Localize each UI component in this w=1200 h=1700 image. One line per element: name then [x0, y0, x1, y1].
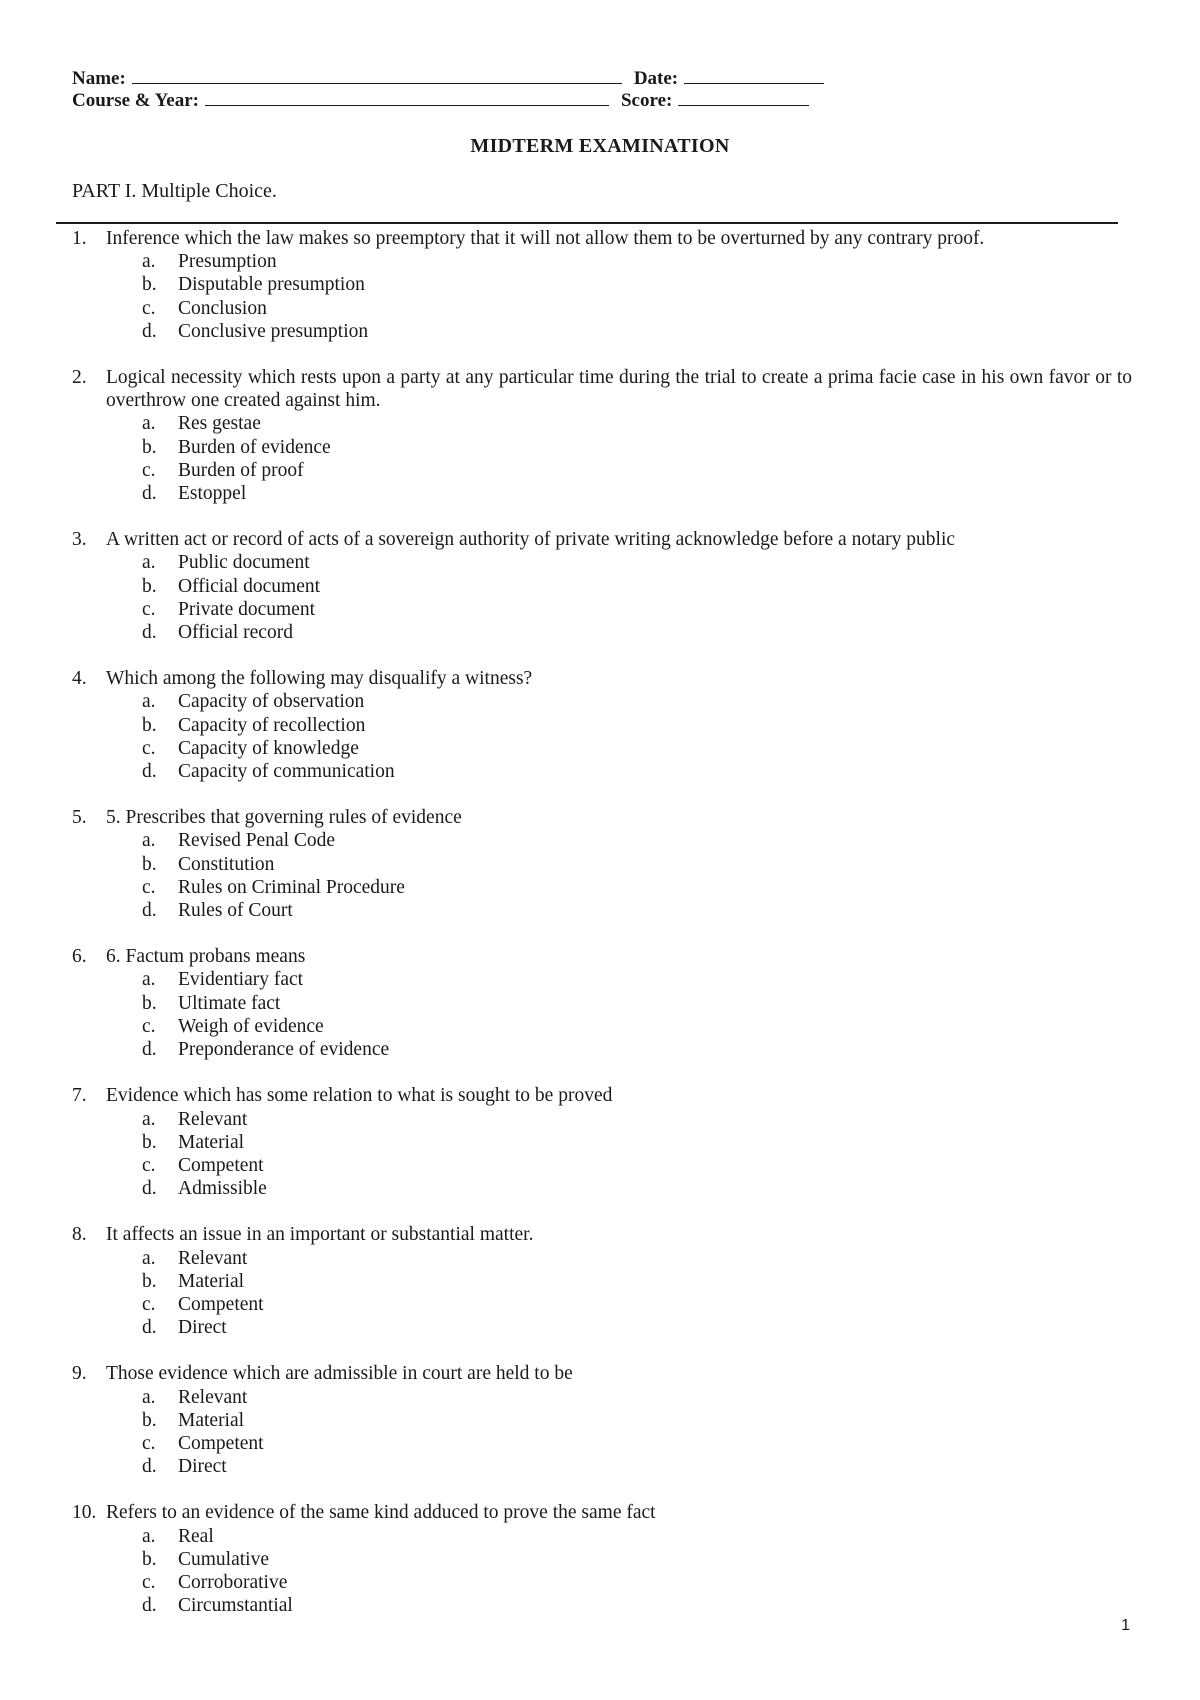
question-6 — [72, 945, 1132, 1061]
option-letter: b. — [142, 1409, 157, 1431]
option-letter: d. — [142, 483, 157, 505]
question-number: 1. — [72, 228, 87, 249]
option-text: Private document — [178, 598, 316, 620]
option-letter: d. — [142, 320, 157, 342]
answer-option — [72, 1038, 1132, 1061]
question-stem — [72, 1501, 1132, 1524]
option-text: Material — [178, 1131, 245, 1153]
question-number: 9. — [72, 1363, 87, 1385]
answer-option — [72, 876, 1132, 899]
option-letter: a. — [142, 1108, 156, 1130]
option-letter: c. — [142, 459, 156, 481]
question-text: 5. Prescribes that governing rules of evidence — [106, 807, 462, 829]
page-number: 1 — [1121, 1617, 1130, 1634]
question-4 — [72, 667, 1132, 783]
answer-option — [72, 1386, 1132, 1409]
question-3 — [72, 528, 1132, 644]
option-text: Circumstantial — [178, 1595, 293, 1617]
answer-option — [72, 1571, 1132, 1594]
answer-option — [72, 899, 1132, 922]
name-blank — [132, 67, 622, 84]
option-letter: c. — [142, 1432, 156, 1454]
question-text: A written act or record of acts of a sovereign authority of private writing acknowledge before a notary public — [106, 529, 956, 551]
option-text: Estoppel — [178, 483, 247, 505]
option-letter: c. — [142, 737, 156, 759]
option-text: Rules on Criminal Procedure — [178, 876, 405, 898]
answer-option — [72, 1548, 1132, 1571]
exam-title: MIDTERM EXAMINATION — [470, 135, 730, 157]
question-stem — [72, 1223, 1132, 1246]
option-letter: d. — [142, 622, 157, 644]
option-text: Public document — [178, 552, 310, 574]
option-text: Competent — [178, 1293, 264, 1315]
option-text: Cumulative — [178, 1548, 269, 1570]
answer-option — [72, 853, 1132, 876]
answer-option — [72, 459, 1132, 482]
option-text: Official document — [178, 575, 321, 597]
course-year-blank — [205, 89, 609, 106]
answer-option — [72, 250, 1132, 273]
section-divider — [56, 222, 1118, 224]
option-text: Burden of proof — [178, 459, 304, 481]
question-text: Refers to an evidence of the same kind adduced to prove the same fact — [106, 1502, 656, 1524]
option-text: Capacity of recollection — [178, 714, 366, 736]
answer-option — [72, 1177, 1132, 1200]
option-letter: b. — [142, 1270, 157, 1292]
option-letter: a. — [142, 1525, 156, 1547]
answer-option — [72, 1432, 1132, 1455]
answer-option — [72, 737, 1132, 760]
question-text: It affects an issue in an important or substantial matter. — [106, 1224, 534, 1246]
option-letter: b. — [142, 853, 157, 875]
answer-option — [72, 1270, 1132, 1293]
question-stem — [72, 227, 1132, 250]
option-text: Conclusion — [178, 297, 267, 319]
option-text: Direct — [178, 1456, 227, 1478]
question-stem — [72, 945, 1132, 968]
option-text: Disputable presumption — [178, 274, 365, 296]
question-1 — [72, 227, 1132, 343]
option-letter: b. — [142, 1131, 157, 1153]
question-stem — [72, 528, 1132, 551]
course-score-row — [72, 89, 809, 112]
question-text: Logical necessity which rests upon a party at any particular time during the trial to create a prima facie case in his own favor or to overthrow one created against him. — [106, 367, 1132, 412]
option-text: Corroborative — [178, 1571, 288, 1593]
option-letter: d. — [142, 1178, 157, 1200]
option-letter: a. — [142, 1386, 156, 1408]
answer-option — [72, 1247, 1132, 1270]
option-letter: d. — [142, 1595, 157, 1617]
course-year-label: Course & Year: — [72, 90, 199, 111]
name-date-row — [72, 67, 824, 90]
option-letter: d. — [142, 900, 157, 922]
answer-option — [72, 1525, 1132, 1548]
question-text: 6. Factum probans means — [106, 946, 306, 968]
option-letter: c. — [142, 297, 156, 319]
option-text: Material — [178, 1270, 245, 1292]
option-text: Rules of Court — [178, 900, 293, 922]
answer-option — [72, 297, 1132, 320]
option-letter: c. — [142, 1571, 156, 1593]
option-letter: a. — [142, 1247, 156, 1269]
question-number: 8. — [72, 1224, 87, 1246]
question-stem — [72, 806, 1132, 829]
option-letter: c. — [142, 598, 156, 620]
option-letter: a. — [142, 830, 156, 852]
option-letter: a. — [142, 969, 156, 991]
question-7 — [72, 1084, 1132, 1200]
option-text: Capacity of communication — [178, 761, 395, 783]
answer-option — [72, 714, 1132, 737]
answer-option — [72, 829, 1132, 852]
question-number: 10. — [72, 1502, 97, 1524]
answer-option — [72, 1154, 1132, 1177]
option-letter: a. — [142, 552, 156, 574]
option-text: Relevant — [178, 1247, 248, 1269]
option-text: Competent — [178, 1154, 264, 1176]
answer-option — [72, 1015, 1132, 1038]
option-text: Preponderance of evidence — [178, 1039, 390, 1061]
option-text: Res gestae — [178, 413, 261, 435]
option-letter: d. — [142, 1317, 157, 1339]
answer-option — [72, 621, 1132, 644]
option-text: Weigh of evidence — [178, 1015, 324, 1037]
option-text: Presumption — [178, 251, 277, 273]
score-label: Score: — [620, 90, 673, 111]
option-text: Material — [178, 1409, 245, 1431]
question-text: Those evidence which are admissible in court are held to be — [106, 1363, 573, 1385]
question-number: 2. — [72, 367, 87, 389]
option-letter: a. — [142, 691, 156, 713]
option-text: Conclusive presumption — [178, 320, 369, 342]
answer-option — [72, 412, 1132, 435]
question-stem — [72, 1084, 1132, 1107]
question-stem — [72, 667, 1132, 690]
question-8 — [72, 1223, 1132, 1339]
answer-option — [72, 575, 1132, 598]
option-letter: a. — [142, 413, 156, 435]
option-letter: b. — [142, 992, 157, 1014]
answer-option — [72, 1409, 1132, 1432]
option-text: Capacity of observation — [178, 691, 365, 713]
question-10 — [72, 1501, 1132, 1617]
question-number: 6. — [72, 946, 87, 968]
answer-option — [72, 1131, 1132, 1154]
question-text: Inference which the law makes so preemptory that it will not allow them to be overturned by any contrary proof. — [106, 228, 985, 249]
option-text: Relevant — [178, 1386, 248, 1408]
score-blank — [678, 89, 809, 106]
date-label: Date: — [633, 68, 679, 89]
option-letter: b. — [142, 714, 157, 736]
option-letter: d. — [142, 1456, 157, 1478]
question-list — [72, 227, 1132, 1640]
answer-option — [72, 273, 1132, 296]
question-5 — [72, 806, 1132, 922]
question-number: 5. — [72, 807, 87, 829]
question-9 — [72, 1362, 1132, 1478]
option-letter: d. — [142, 1039, 157, 1061]
question-number: 3. — [72, 529, 87, 551]
answer-option — [72, 1594, 1132, 1617]
option-text: Direct — [178, 1317, 227, 1339]
answer-option — [72, 992, 1132, 1015]
option-text: Competent — [178, 1432, 264, 1454]
option-letter: c. — [142, 1015, 156, 1037]
option-letter: c. — [142, 1293, 156, 1315]
option-letter: d. — [142, 761, 157, 783]
answer-option — [72, 760, 1132, 783]
option-letter: c. — [142, 1154, 156, 1176]
option-text: Evidentiary fact — [178, 969, 304, 991]
option-letter: c. — [142, 876, 156, 898]
question-text: Evidence which has some relation to what is sought to be proved — [106, 1085, 613, 1107]
answer-option — [72, 320, 1132, 343]
option-letter: b. — [142, 274, 157, 296]
option-letter: a. — [142, 251, 156, 273]
option-letter: b. — [142, 575, 157, 597]
option-text: Constitution — [178, 853, 275, 875]
date-blank — [684, 67, 824, 84]
question-2 — [72, 366, 1132, 505]
answer-option — [72, 551, 1132, 574]
option-letter: b. — [142, 1548, 157, 1570]
answer-option — [72, 1316, 1132, 1339]
answer-option — [72, 482, 1132, 505]
answer-option — [72, 968, 1132, 991]
answer-option — [72, 598, 1132, 621]
answer-option — [72, 690, 1132, 713]
answer-option — [72, 1455, 1132, 1478]
question-text: Which among the following may disqualify a witness? — [106, 668, 533, 690]
option-text: Real — [178, 1525, 214, 1547]
answer-option — [72, 436, 1132, 459]
option-text: Official record — [178, 622, 293, 644]
question-stem — [72, 1362, 1132, 1385]
name-label: Name: — [72, 68, 126, 89]
answer-option — [72, 1108, 1132, 1131]
question-number: 7. — [72, 1085, 87, 1107]
question-number: 4. — [72, 668, 87, 690]
question-stem — [72, 366, 1132, 412]
part-heading: PART I. Multiple Choice. — [72, 180, 277, 202]
option-text: Admissible — [178, 1178, 267, 1200]
option-text: Revised Penal Code — [178, 830, 336, 852]
option-text: Capacity of knowledge — [178, 737, 359, 759]
option-text: Burden of evidence — [178, 436, 331, 458]
option-letter: b. — [142, 436, 157, 458]
answer-option — [72, 1293, 1132, 1316]
option-text: Ultimate fact — [178, 992, 281, 1014]
option-text: Relevant — [178, 1108, 248, 1130]
